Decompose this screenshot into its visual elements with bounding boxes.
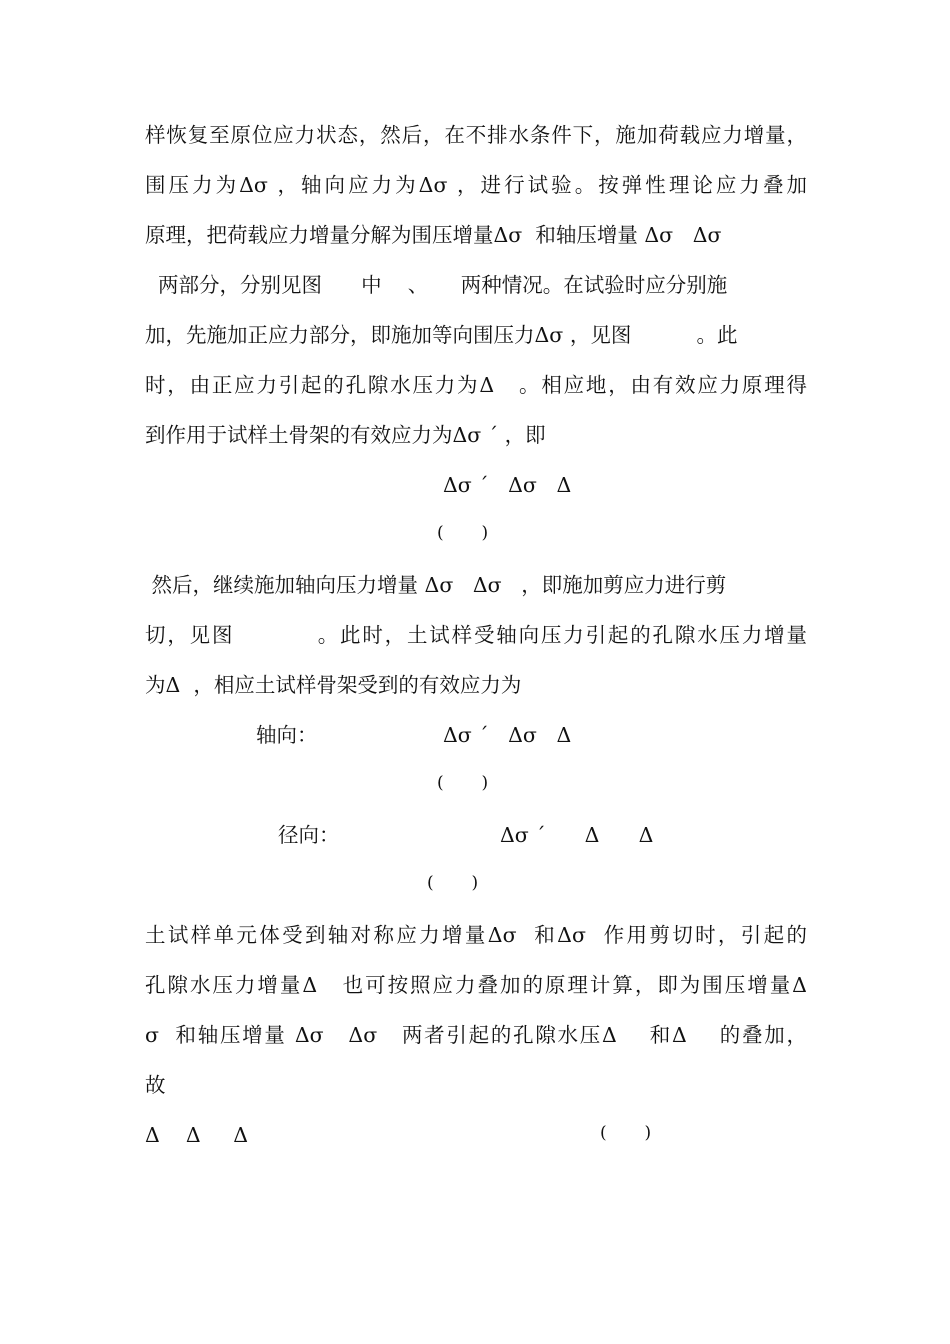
paragraph3-line-3: σ 和轴压增量 Δσ Δσ 两者引起的孔隙水压Δ 和Δ 的叠加， xyxy=(145,1023,807,1047)
equation1-expression: Δσ ˊ Δσ Δ xyxy=(443,473,572,497)
paragraph1-line-2: 围压力为Δσ ，轴向应力为Δσ ，进行试验。按弹性理论应力叠加 xyxy=(145,173,807,197)
equation3-label: 径向： xyxy=(278,823,340,847)
equation4-expression: Δ Δ Δ xyxy=(145,1123,249,1147)
equation2-number: ( ) xyxy=(437,773,489,793)
paragraph2-line-2: 切，见图 。此时，土试样受轴向压力引起的孔隙水压力增量 xyxy=(145,623,807,647)
equation2-label: 轴向： xyxy=(256,723,318,747)
equation2-expression: Δσ ˊ Δσ Δ xyxy=(443,723,572,747)
paragraph1-line-5: 加，先施加正应力部分，即施加等向围压力Δσ ，见图 。此 xyxy=(145,323,738,347)
paragraph3-line-4: 故 xyxy=(145,1073,166,1097)
paragraph3-line-1: 土试样单元体受到轴对称应力增量Δσ 和Δσ 作用剪切时，引起的 xyxy=(145,923,807,947)
paragraph2-line-3: 为Δ ，相应土试样骨架受到的有效应力为 xyxy=(145,673,522,697)
paragraph1-line-3: 原理，把荷载应力增量分解为围压增量Δσ 和轴压增量 Δσ Δσ xyxy=(145,223,722,247)
paragraph1-line-7: 到作用于试样土骨架的有效应力为Δσ ˊ ，即 xyxy=(145,423,546,447)
equation3-expression: Δσ ˊ Δ Δ xyxy=(500,823,654,847)
paragraph2-line-1: 然后，继续施加轴向压力增量 Δσ Δσ ，即施加剪应力进行剪 xyxy=(145,573,727,597)
paragraph1-line-1: 样恢复至原位应力状态，然后，在不排水条件下，施加荷载应力增量， xyxy=(145,123,807,147)
paragraph1-line-6: 时，由正应力引起的孔隙水压力为Δ 。相应地，由有效应力原理得 xyxy=(145,373,807,397)
equation4-number: ( ) xyxy=(600,1123,652,1143)
equation3-number: ( ) xyxy=(427,873,479,893)
equation1-number: ( ) xyxy=(437,523,489,543)
paragraph1-line-4: 两部分，分别见图 中 、 两种情况。在试验时应分别施 xyxy=(145,273,728,297)
paragraph3-line-2: 孔隙水压力增量Δ 也可按照应力叠加的原理计算，即为围压增量Δ xyxy=(145,973,807,997)
